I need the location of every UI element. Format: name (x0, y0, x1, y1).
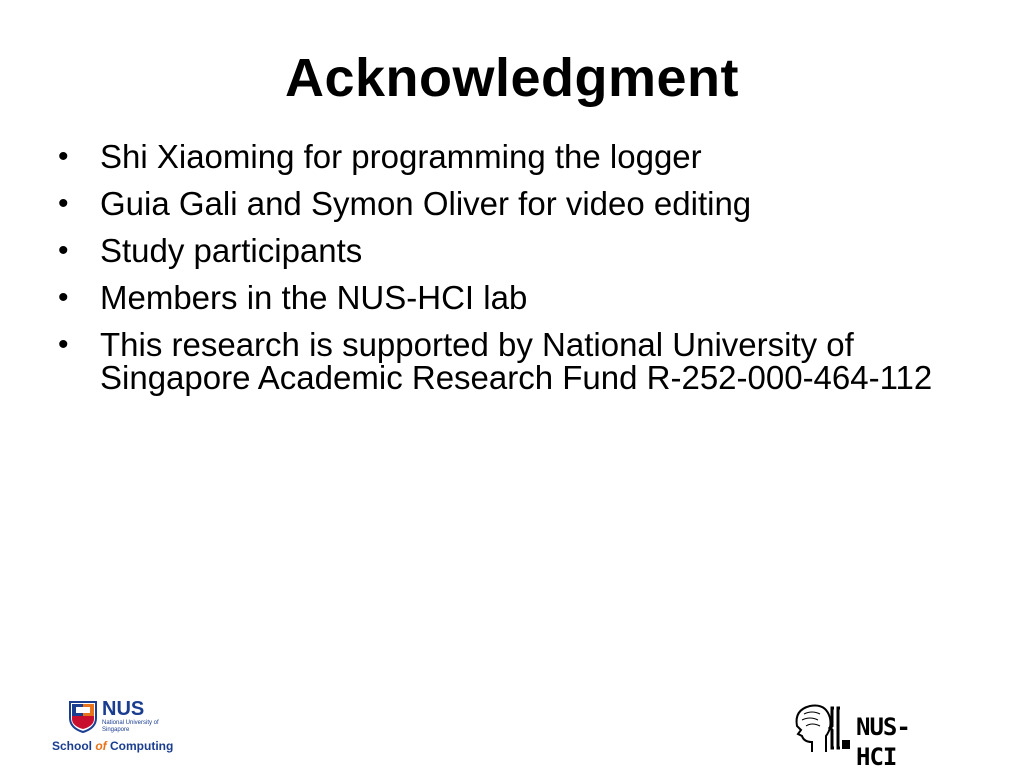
nus-crest-icon (68, 700, 98, 734)
bullet-marker: • (58, 187, 69, 220)
nus-wordmark: NUS (102, 698, 145, 720)
bullet-text: This research is supported by National University of Singapore Academic Research Fund R-252-000-464-112 (100, 326, 933, 396)
bullet-marker: • (58, 281, 69, 314)
school-suffix: Computing (106, 739, 174, 753)
school-prefix: School (52, 739, 96, 753)
bullet-item (58, 140, 958, 173)
bullet-item (58, 328, 958, 394)
bullet-text: Shi Xiaoming for programming the logger (100, 138, 702, 175)
nus-hci-wordmark: NUS-HCI (856, 713, 910, 771)
school-of-word: of (95, 739, 107, 753)
bullet-list (58, 140, 958, 408)
bullet-marker: • (58, 328, 69, 361)
head-profile-icon (782, 700, 854, 756)
bullet-text: Members in the NUS-HCI lab (100, 279, 528, 316)
bullet-item (58, 281, 958, 314)
bullet-item (58, 187, 958, 220)
bullet-item (58, 234, 958, 267)
slide-title: Acknowledgment (284, 48, 740, 108)
nus-school-of-computing-logo (52, 696, 174, 758)
school-of-computing-text (52, 738, 173, 754)
bullet-text: Study participants (100, 232, 363, 269)
nus-subtitle: National University of Singapore (102, 720, 159, 733)
bullet-marker: • (58, 234, 69, 267)
bullet-text: Guia Gali and Symon Oliver for video editing (100, 185, 752, 222)
nus-hci-logo (782, 700, 932, 771)
bullet-marker: • (58, 140, 69, 173)
